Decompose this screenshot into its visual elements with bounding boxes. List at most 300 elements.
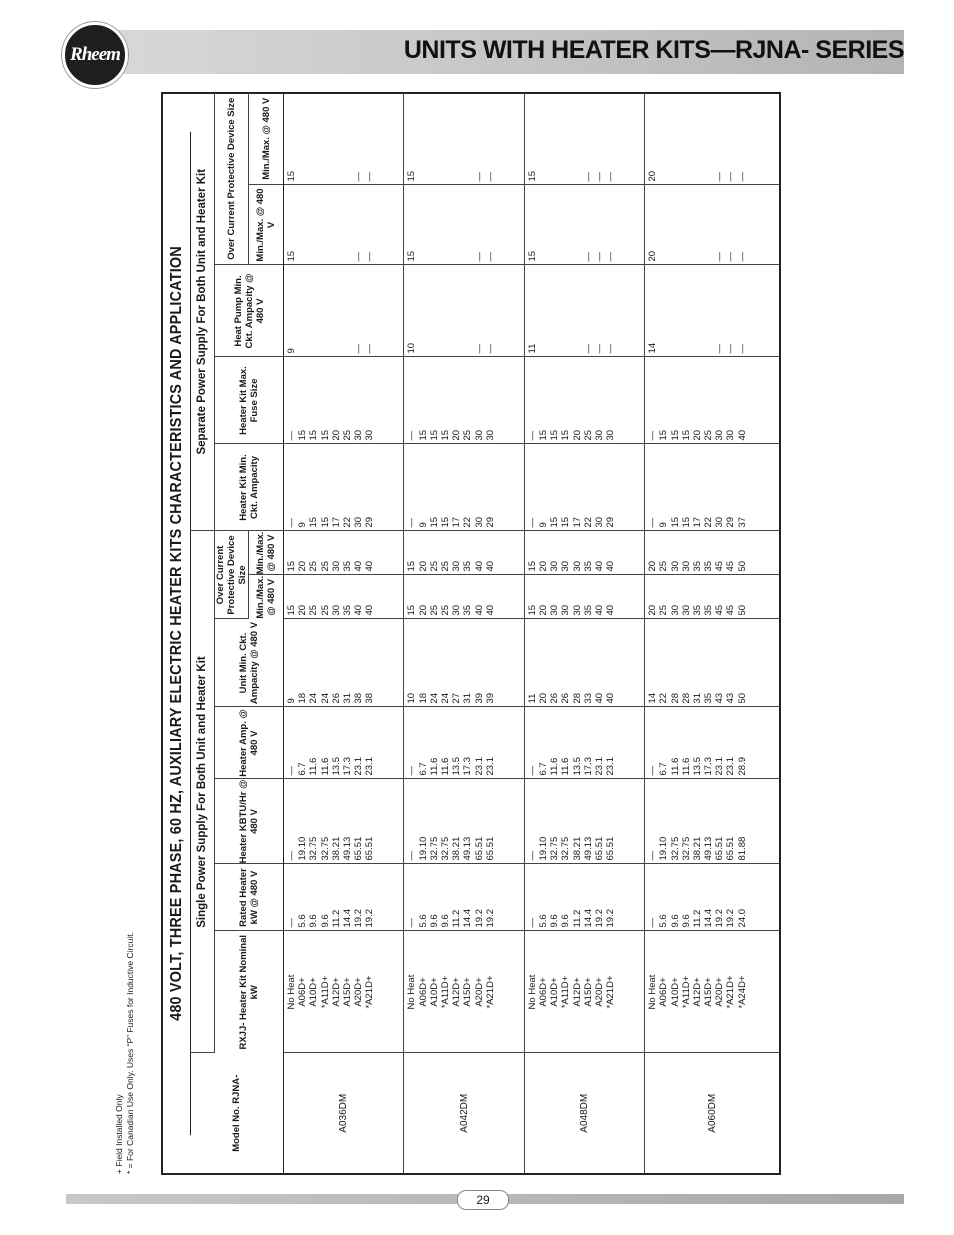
- cell-line: 20: [451, 429, 463, 441]
- cell-line: A06D+: [417, 977, 429, 1007]
- col-header-kbtu: Heater KBTU/Hr @ 480 V: [215, 779, 284, 864]
- cell-line: 30: [714, 516, 726, 528]
- cell-line: 15: [319, 516, 331, 528]
- cell-line: *A21D+: [725, 975, 737, 1009]
- table-title: 480 VOLT, THREE PHASE, 60 HZ, AUXILIARY ELECTRIC HEATER KITS CHARACTERISTICS AND APPLICATION: [163, 132, 191, 1135]
- cell-sep-ocpd-b: [404, 93, 524, 185]
- cell-line: [429, 266, 440, 354]
- cell-hp-mca: [645, 265, 779, 357]
- rotated-content: [110, 90, 785, 1180]
- cell-line: [308, 93, 319, 182]
- cell-line: —: [526, 918, 538, 928]
- cell-line: 24: [308, 692, 320, 704]
- cell-sep-ocpd-b: [645, 93, 779, 185]
- cell-ocpd-b: [284, 531, 404, 575]
- cell-line: 9: [417, 522, 429, 528]
- cell-line: 49.13: [582, 836, 594, 861]
- cell-line: [681, 266, 692, 354]
- cell-line: A20D+: [593, 977, 605, 1007]
- cell-line: 81.88: [736, 836, 748, 861]
- cell-line: 40: [364, 560, 376, 572]
- cell-line: 24.0: [736, 909, 748, 928]
- cell-line: 45: [725, 604, 737, 616]
- cell-line: 9.6: [549, 914, 561, 928]
- cell-line: [560, 266, 571, 354]
- cell-line: 9: [286, 698, 297, 704]
- cell-line: A12D+: [571, 977, 583, 1007]
- cell-line: A10D+: [549, 977, 561, 1007]
- cell-line: 29: [484, 516, 496, 528]
- cell-kbtu: [284, 779, 404, 864]
- cell-ocpd-a: [404, 575, 524, 619]
- cell-line: A10D+: [308, 977, 320, 1007]
- cell-line: 33: [582, 692, 594, 704]
- cell-line: —: [647, 431, 659, 441]
- cell-line: 32.75: [680, 836, 692, 861]
- cell-line: 39: [473, 692, 485, 704]
- col-header-ocpd-min-max-2: Min./Max. @ 480 V: [249, 531, 284, 575]
- cell-line: 6.7: [658, 762, 670, 776]
- cell-line: 11.6: [549, 757, 561, 776]
- cell-line: 17: [330, 516, 342, 528]
- cell-line: 27: [451, 692, 463, 704]
- cell-line: —: [286, 431, 297, 441]
- cell-line: 28: [680, 692, 692, 704]
- cell-line: 18: [297, 692, 309, 704]
- cell-line: 30: [353, 516, 365, 528]
- cell-line: 11.2: [330, 909, 342, 928]
- cell-line: —: [647, 851, 659, 861]
- cell-line: 15: [308, 429, 320, 441]
- cell-line: —: [593, 252, 605, 262]
- cell-line: 24: [439, 692, 451, 704]
- cell-line: [560, 93, 571, 182]
- cell-line: 39: [484, 692, 496, 704]
- cell-sep-ocpd-a: [404, 185, 524, 265]
- cell-line: 32.75: [319, 836, 331, 861]
- cell-line: 30: [473, 429, 485, 441]
- cell-hk-fuse: [404, 357, 524, 444]
- cell-line: 15: [286, 250, 297, 262]
- table-row: [645, 93, 779, 1173]
- cell-line: 40: [353, 604, 365, 616]
- cell-line: 15: [537, 429, 549, 441]
- cell-line: A06D+: [537, 977, 549, 1007]
- cell-hk-fuse: [524, 357, 644, 444]
- cell-line: [703, 266, 714, 354]
- cell-line: [681, 186, 692, 262]
- cell-line: 29: [364, 516, 376, 528]
- cell-line: 40: [593, 692, 605, 704]
- cell-line: 30: [560, 604, 572, 616]
- cell-line: 20: [297, 560, 309, 572]
- cell-line: 9.6: [560, 914, 572, 928]
- cell-line: 25: [319, 560, 331, 572]
- cell-hk-fuse: [284, 357, 404, 444]
- model-cell: A060DM: [706, 1093, 718, 1133]
- cell-line: A15D+: [341, 977, 353, 1007]
- cell-line: 20: [417, 560, 429, 572]
- cell-line: 9.6: [669, 914, 681, 928]
- cell-line: —: [582, 252, 594, 262]
- cell-line: [451, 266, 462, 354]
- cell-line: —: [406, 851, 418, 861]
- cell-line: 14: [647, 342, 659, 354]
- cell-line: [572, 93, 583, 182]
- cell-line: 13.5: [451, 757, 463, 776]
- cell-line: 25: [308, 604, 320, 616]
- cell-line: 49.13: [462, 836, 474, 861]
- cell-line: 15: [439, 516, 451, 528]
- cell-line: 24: [428, 692, 440, 704]
- cell-line: No Heat: [647, 974, 659, 1010]
- cell-hk-mca: [404, 444, 524, 531]
- cell-line: —: [714, 172, 726, 182]
- cell-line: 22: [658, 692, 670, 704]
- cell-line: —: [364, 172, 376, 182]
- cell-line: 38.21: [571, 836, 583, 861]
- cell-line: *A11D+: [319, 975, 331, 1009]
- cell-line: [538, 93, 549, 182]
- cell-line: 35: [691, 560, 703, 572]
- cell-line: [692, 186, 703, 262]
- cell-line: A20D+: [473, 977, 485, 1007]
- model-cell: A042DM: [404, 1053, 524, 1173]
- cell-kw: [645, 864, 779, 931]
- cell-line: [670, 93, 681, 182]
- cell-line: —: [364, 344, 376, 354]
- cell-line: *A21D+: [484, 975, 496, 1009]
- model-cell: A048DM: [524, 1053, 644, 1173]
- cell-line: 31: [462, 692, 474, 704]
- cell-line: 17.3: [341, 757, 353, 776]
- cell-line: —: [582, 172, 594, 182]
- cell-line: [658, 186, 669, 262]
- cell-line: 30: [680, 560, 692, 572]
- cell-line: 35: [582, 604, 594, 616]
- cell-line: 19.2: [714, 909, 726, 928]
- cell-line: 43: [725, 692, 737, 704]
- cell-line: 40: [364, 604, 376, 616]
- cell-sep-ocpd-a: [284, 185, 404, 265]
- cell-line: 25: [658, 604, 670, 616]
- cell-line: 23.1: [353, 757, 365, 776]
- heater-kit-table-frame: [161, 92, 781, 1175]
- cell-kit: [645, 931, 779, 1053]
- col-header-hp-mca: Heat Pump Min. Ckt. Ampacity @ 480 V: [215, 265, 284, 357]
- cell-line: 40: [484, 560, 496, 572]
- cell-line: [429, 186, 440, 262]
- cell-line: 19.10: [297, 836, 309, 861]
- cell-line: 40: [605, 560, 617, 572]
- cell-line: [320, 93, 331, 182]
- footnotes: [114, 94, 136, 1174]
- cell-line: 50: [736, 692, 748, 704]
- cell-line: —: [605, 172, 617, 182]
- cell-line: 30: [593, 429, 605, 441]
- cell-line: 22: [341, 516, 353, 528]
- cell-line: 49.13: [341, 836, 353, 861]
- cell-line: 19.2: [484, 909, 496, 928]
- cell-line: 15: [406, 560, 418, 572]
- cell-ocpd-b: [645, 531, 779, 575]
- cell-line: 30: [451, 560, 463, 572]
- cell-line: 15: [680, 429, 692, 441]
- cell-line: [560, 186, 571, 262]
- cell-line: —: [353, 252, 365, 262]
- cell-line: [462, 93, 473, 182]
- cell-line: 17: [451, 516, 463, 528]
- cell-amp: [404, 707, 524, 779]
- cell-line: [440, 93, 451, 182]
- cell-line: 15: [406, 170, 418, 182]
- cell-line: [418, 93, 429, 182]
- cell-line: 26: [560, 692, 572, 704]
- cell-sep-ocpd-a: [524, 185, 644, 265]
- cell-line: 10: [406, 342, 418, 354]
- cell-line: 38: [353, 692, 365, 704]
- cell-line: 5.6: [297, 914, 309, 928]
- cell-line: 15: [526, 560, 538, 572]
- cell-line: 15: [428, 429, 440, 441]
- col-header-hk-mca: Heater Kit Min. Ckt. Ampacity: [215, 444, 284, 531]
- cell-kit: [404, 931, 524, 1053]
- cell-line: 25: [319, 604, 331, 616]
- cell-line: 11.6: [308, 757, 320, 776]
- cell-line: —: [647, 766, 659, 776]
- cell-line: 22: [462, 516, 474, 528]
- col-header-kit: RXJJ- Heater Kit Nominal kW: [215, 931, 284, 1053]
- cell-line: 40: [605, 604, 617, 616]
- cell-line: A20D+: [714, 977, 726, 1007]
- cell-line: —: [736, 172, 748, 182]
- model-cell: A036DM: [284, 1053, 404, 1173]
- cell-line: 38: [364, 692, 376, 704]
- cell-line: 30: [593, 516, 605, 528]
- cell-line: [331, 93, 342, 182]
- cell-line: 17.3: [462, 757, 474, 776]
- cell-line: No Heat: [286, 974, 297, 1010]
- cell-line: 65.51: [473, 836, 485, 861]
- cell-line: 19.10: [417, 836, 429, 861]
- cell-line: A10D+: [428, 977, 440, 1007]
- cell-kbtu: [645, 779, 779, 864]
- cell-line: —: [484, 252, 496, 262]
- cell-line: 29: [605, 516, 617, 528]
- cell-line: A12D+: [691, 977, 703, 1007]
- cell-line: 9.6: [319, 914, 331, 928]
- cell-line: 5.6: [417, 914, 429, 928]
- cell-line: [549, 186, 560, 262]
- cell-ocpd-a: [645, 575, 779, 619]
- cell-line: 65.51: [353, 836, 365, 861]
- cell-line: [670, 186, 681, 262]
- cell-line: 20: [417, 604, 429, 616]
- cell-line: 23.1: [364, 757, 376, 776]
- cell-line: A15D+: [582, 977, 594, 1007]
- cell-line: 31: [341, 692, 353, 704]
- cell-hp-mca: [404, 265, 524, 357]
- cell-sep-ocpd-b: [284, 93, 404, 185]
- cell-kit: [524, 931, 644, 1053]
- cell-line: [342, 266, 353, 354]
- cell-line: 25: [439, 560, 451, 572]
- col-header-ocpd-single: Over Current Protective Device Size: [215, 531, 249, 619]
- cell-line: [451, 93, 462, 182]
- cell-line: 5.6: [537, 914, 549, 928]
- cell-ocpd-a: [284, 575, 404, 619]
- group-header-single-supply: Single Power Supply For Both Unit and Heater Kit: [190, 531, 215, 1053]
- cell-line: 40: [736, 429, 748, 441]
- cell-kbtu: [404, 779, 524, 864]
- cell-line: 30: [571, 560, 583, 572]
- heater-kit-table: [190, 93, 779, 1173]
- cell-line: 11: [526, 343, 538, 354]
- col-header-sep-ocpd-min-max-2: Min./Max. @ 480 V: [249, 93, 284, 185]
- cell-line: —: [526, 431, 538, 441]
- col-header-unit-mca: Unit Min. Ckt. Ampacity @ 480 V: [215, 619, 284, 707]
- cell-line: 9.6: [680, 914, 692, 928]
- cell-kbtu: [524, 779, 644, 864]
- cell-line: 10: [406, 692, 418, 704]
- cell-line: —: [582, 344, 594, 354]
- cell-line: —: [526, 851, 538, 861]
- cell-line: 30: [451, 604, 463, 616]
- cell-line: A06D+: [658, 977, 670, 1007]
- cell-line: 20: [537, 692, 549, 704]
- cell-line: 40: [605, 692, 617, 704]
- cell-line: 30: [484, 429, 496, 441]
- cell-line: [549, 266, 560, 354]
- cell-line: 20: [297, 604, 309, 616]
- cell-line: 35: [691, 604, 703, 616]
- cell-line: 20: [647, 560, 659, 572]
- cell-line: 35: [341, 604, 353, 616]
- cell-line: 19.2: [605, 909, 617, 928]
- page-number: 29: [457, 1190, 509, 1210]
- cell-line: 11.6: [319, 757, 331, 776]
- cell-line: *A24D+: [736, 975, 748, 1009]
- cell-line: 38.21: [330, 836, 342, 861]
- cell-line: 19.2: [725, 909, 737, 928]
- cell-line: 26: [330, 692, 342, 704]
- cell-line: 45: [725, 560, 737, 572]
- cell-line: 25: [582, 429, 594, 441]
- cell-line: —: [353, 344, 365, 354]
- cell-line: 30: [364, 429, 376, 441]
- cell-line: 25: [439, 604, 451, 616]
- cell-line: 14.4: [341, 909, 353, 928]
- cell-hk-mca: [284, 444, 404, 531]
- cell-line: [308, 186, 319, 262]
- cell-line: 14.4: [462, 909, 474, 928]
- cell-line: 28: [669, 692, 681, 704]
- cell-line: 40: [473, 604, 485, 616]
- cell-line: 40: [473, 560, 485, 572]
- cell-line: 20: [647, 604, 659, 616]
- cell-line: 11.6: [680, 757, 692, 776]
- cell-line: A15D+: [462, 977, 474, 1007]
- cell-line: 65.51: [484, 836, 496, 861]
- rheem-logo: Rheem: [62, 22, 128, 88]
- cell-line: 17: [691, 516, 703, 528]
- cell-line: —: [647, 918, 659, 928]
- cell-line: 25: [428, 560, 440, 572]
- cell-amp: [645, 707, 779, 779]
- cell-line: 38.21: [691, 836, 703, 861]
- cell-line: —: [736, 252, 748, 262]
- cell-line: [692, 93, 703, 182]
- cell-line: —: [526, 766, 538, 776]
- cell-line: *A11D+: [439, 975, 451, 1009]
- cell-hk-mca: [524, 444, 644, 531]
- cell-line: 32.75: [439, 836, 451, 861]
- col-header-heater-amp: Heater Amp. @ 480 V: [215, 707, 284, 779]
- col-header-ocpd-min-max-1: Min./Max. @ 480 V: [249, 575, 284, 619]
- cell-line: [670, 266, 681, 354]
- cell-line: 14.4: [582, 909, 594, 928]
- cell-line: 65.51: [605, 836, 617, 861]
- cell-line: [572, 186, 583, 262]
- cell-line: 15: [428, 516, 440, 528]
- cell-line: 35: [703, 560, 715, 572]
- cell-line: 20: [537, 604, 549, 616]
- cell-line: A12D+: [330, 977, 342, 1007]
- cell-line: —: [473, 344, 485, 354]
- cell-line: —: [714, 344, 726, 354]
- cell-line: 25: [703, 429, 715, 441]
- cell-line: 38.21: [451, 836, 463, 861]
- cell-line: —: [286, 918, 297, 928]
- cell-line: [462, 186, 473, 262]
- cell-line: 35: [462, 560, 474, 572]
- cell-line: 32.75: [549, 836, 561, 861]
- cell-line: 30: [669, 604, 681, 616]
- cell-line: 17.3: [703, 757, 715, 776]
- cell-line: 35: [703, 692, 715, 704]
- cell-line: [342, 93, 353, 182]
- cell-line: —: [605, 344, 617, 354]
- cell-line: 11.6: [428, 757, 440, 776]
- cell-line: 11.6: [669, 757, 681, 776]
- cell-line: 32.75: [428, 836, 440, 861]
- col-header-ocpd-separate: Over Current Protective Device Size: [215, 93, 249, 265]
- cell-line: 40: [484, 604, 496, 616]
- table-row: [524, 93, 644, 1173]
- cell-line: 19.2: [353, 909, 365, 928]
- cell-line: 26: [549, 692, 561, 704]
- table-row: [404, 93, 524, 1173]
- cell-line: [308, 266, 319, 354]
- cell-line: [440, 186, 451, 262]
- cell-line: 32.75: [308, 836, 320, 861]
- cell-line: —: [406, 518, 418, 528]
- cell-line: 22: [703, 516, 715, 528]
- cell-line: 31: [691, 692, 703, 704]
- cell-line: 17: [571, 516, 583, 528]
- cell-line: 15: [669, 429, 681, 441]
- cell-hk-fuse: [645, 357, 779, 444]
- cell-line: 9: [297, 522, 309, 528]
- cell-line: 25: [308, 560, 320, 572]
- cell-hk-mca: [645, 444, 779, 531]
- cell-line: 20: [330, 429, 342, 441]
- cell-line: 14: [647, 692, 659, 704]
- cell-line: 49.13: [703, 836, 715, 861]
- cell-line: 15: [417, 429, 429, 441]
- cell-line: 9: [537, 522, 549, 528]
- cell-ocpd-a: [524, 575, 644, 619]
